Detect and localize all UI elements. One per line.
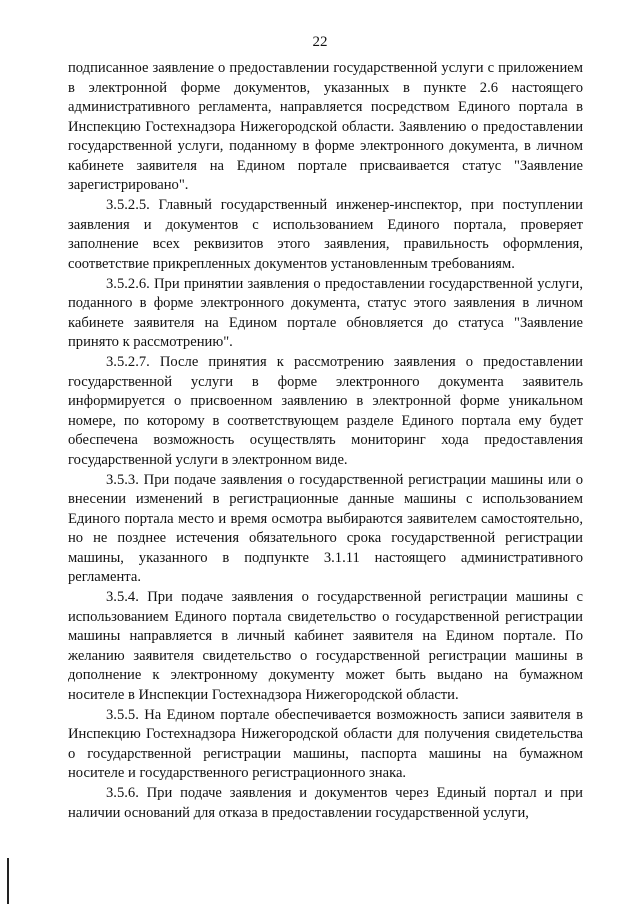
paragraph-3-5-6: 3.5.6. При подаче заявления и документов через Единый портал и при наличии оснований для отказа в предоставлении государственной услуги, xyxy=(68,785,583,821)
document-body xyxy=(68,59,583,824)
scan-edge-mark xyxy=(7,858,9,904)
paragraph-3-5-2-7: 3.5.2.7. После принятия к рассмотрению заявления о предоставлении государственной услуги в форме электронного документа заявитель информируется о присвоенном заявлению в электронной форме уникальном номере, по которому в соответствующем разделе Единого портала ему будет обеспечена возможность осуществлять мониторинг хода предоставления государственной услуги в электронном виде. xyxy=(68,354,583,468)
paragraph-3-5-3: 3.5.3. При подаче заявления о государственной регистрации машины или о внесении изменений в регистрационные данные машины с использованием Единого портала место и время осмотра выбираются заявителем самостоятельно, но не позднее истечения обязательного срока государственной регистрации машины, указанного в подпункте 3.1.11 настоящего административного регламента. xyxy=(68,471,583,585)
paragraph-3-5-2-5: 3.5.2.5. Главный государственный инженер-инспектор, при поступлении заявления и документов с использованием Единого портала, проверяет заполнение всех реквизитов этого заявления, правильность оформления, соответствие прикрепленных документов установленным требованиям. xyxy=(68,197,583,272)
page-number: 22 xyxy=(312,34,328,50)
paragraph-3-5-4: 3.5.4. При подаче заявления о государственной регистрации машины с использованием Единого портала свидетельство о государственной регистрации машины направляется в личный кабинет заявителя на Едином портале. По желанию заявителя свидетельство о государственной регистрации машины в дополнение к электронному документу может быть выдано на бумажном носителе в Инспекции Гостехнадзора Нижегородской области. xyxy=(68,589,583,703)
paragraph-3-5-5: 3.5.5. На Едином портале обеспечивается возможность записи заявителя в Инспекцию Гостехнадзора Нижегородской области для получения свидетельства о государственной регистрации машины, паспорта машины на бумажном носителе и государственного регистрационного знака. xyxy=(68,706,583,781)
paragraph-3-5-2-6: 3.5.2.6. При принятии заявления о предоставлении государственной услуги, поданного в форме электронного документа, статус этого заявления в личном кабинете заявителя на Едином портале обновляется до статуса "Заявление принято к рассмотрению". xyxy=(68,275,583,350)
paragraph-continuation: подписанное заявление о предоставлении государственной услуги с приложением в электронной форме документов, указанных в пункте 2.6 настоящего административного регламента, направляется посредством Единого портала в Инспекцию Гостехнадзора Нижегородской области. Заявлению о предоставлении государственной услуги, поданному в форме электронного документа, в личном кабинете заявителя на Едином портале присваивается статус "Заявление зарегистрировано". xyxy=(68,60,583,193)
